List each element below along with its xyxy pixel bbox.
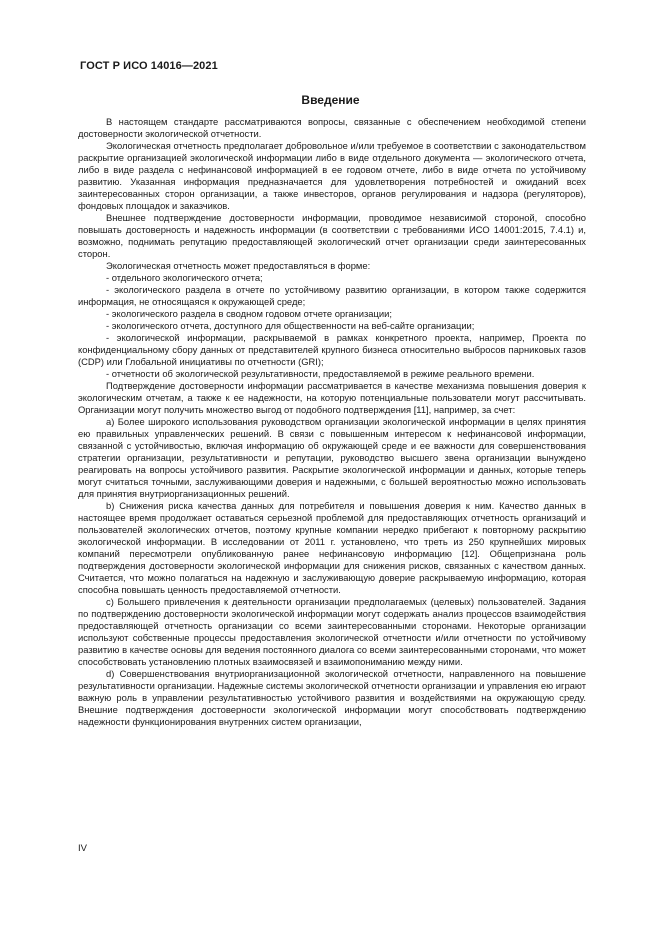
document-body: [78, 116, 586, 728]
list-item: - отчетности об экологической результативности, предоставляемой в режиме реального времени.: [106, 368, 535, 379]
paragraph-item-a: a) Более широкого использования руководством организации экологической информации в целях принятия ею правильных управленческих решений. В связи с повышенным интересом к нефинансовой информации, связанной с устойчивостью, включая информацию об окружающей среде и ее важности для совершенствования стратегии организации, результативности и репутации, руководство высшего звена организации вынуждено реагировать на вопросы устойчивого развития. Раскрытие экологической информации и данных, которые теперь могут считаться точными, заслуживающими доверия и надежными, с большей вероятностью можно использовать для принятия внутриорганизационных решений.: [78, 416, 586, 499]
paragraph: Подтверждение достоверности информации рассматривается в качестве механизма повышения доверия к экологическим отчетам, а также к ее надежности, на которую потенциальные пользователи могут рассчитывать. Организации могут получить множество выгод от подобного подтверждения [11], например, за счет:: [78, 380, 586, 415]
paragraph-item-c: c) Большего привлечения к деятельности организации предполагаемых (целевых) пользователей. Задания по подтверждению достоверности экологической информации могут содержать анализ процессов взаимодействия предоставляющей отчетность организации со всеми заинтересованными сторонами. Некоторые организации используют собственные процессы предоставления экологической отчетности и/или отчетности по устойчивому развитию в качестве основы для ведения постоянного диалога со всеми заинтересованными сторонами, что может способствовать установлению плотных взаимосвязей и взаимопониманию между ними.: [78, 596, 586, 667]
paragraph-item-d: d) Совершенствования внутриорганизационной экологической отчетности, направленного на повышение результативности организации. Надежные системы экологической отчетности организации и управления ею играют важную роль в управлении результативностью устойчивого развития и воздействиями на окружающую среду. Внешние подтверждения достоверности экологической информации могут способствовать подтверждению надежности функционирования внутренних систем организации,: [78, 668, 586, 727]
list-item: - экологического отчета, доступного для общественности на веб-сайте организации;: [106, 320, 475, 331]
paragraph: В настоящем стандарте рассматриваются вопросы, связанные с обеспечением необходимой степени достоверности экологической отчетности.: [78, 116, 586, 139]
paragraph-item-b: b) Снижения риска качества данных для потребителя и повышения доверия к ним. Качество данных в настоящее время продолжает оставаться серьезной проблемой для предоставляющих отчетность организаций и пользователей экологических отчетов, поэтому крупные компании нередко прибегают к повторному раскрытию экологической информации. В исследовании от 2011 г. установлено, что треть из 250 крупнейших мировых компаний пересмотрели опубликованную ранее нефинансовую информацию [12]. Общепризнана роль подтверждения достоверности экологической информации для снижения рисков, связанных с качеством данных. Считается, что можно полагаться на надежную и заслуживающую доверие раскрываемую информацию, которая способна повышать ценность предоставляемой отчетности.: [78, 500, 586, 595]
standard-header: ГОСТ Р ИСО 14016—2021: [80, 60, 218, 72]
paragraph: Внешнее подтверждение достоверности информации, проводимое независимой стороной, способно повышать достоверность и надежность информации (в соответствии с требованиями ИСО 14001:2015, 7.4.1) и, возможно, поднимать репутацию предоставляющей экологический отчет организации среди заинтересованных сторон.: [78, 212, 586, 259]
list-item: - экологического раздела в сводном годовом отчете организации;: [106, 308, 392, 319]
paragraph: Экологическая отчетность может предоставляться в форме:: [106, 260, 371, 271]
section-title: Введение: [301, 93, 360, 107]
list-item: - экологической информации, раскрываемой в рамках конкретного проекта, например, Проекта по конфиденциальному сбору данных от представителей крупного бизнеса относительно выбросов парниковых газов (CDP) или Глобальной инициативы по отчетности (GRI);: [78, 332, 586, 367]
page-number: IV: [78, 843, 87, 854]
list-item: - отдельного экологического отчета;: [106, 272, 263, 283]
paragraph: Экологическая отчетность предполагает добровольное и/или требуемое в соответствии с законодательством раскрытие организацией экологической информации либо в виде отдельного документа — экологического отчета, либо в виде раздела с нефинансовой информацией в ее годовом отчете, либо в виде отчета по устойчивому развитию. Указанная информация предназначается для удовлетворения потребностей и ожиданий всех заинтересованных сторон организации, а также инвесторов, органов регулирования и надзора (регуляторов), фондовых площадок и заказчиков.: [78, 140, 586, 211]
list-item: - экологического раздела в отчете по устойчивому развитию организации, в котором также содержится информация, не относящаяся к окружающей среде;: [78, 284, 586, 307]
